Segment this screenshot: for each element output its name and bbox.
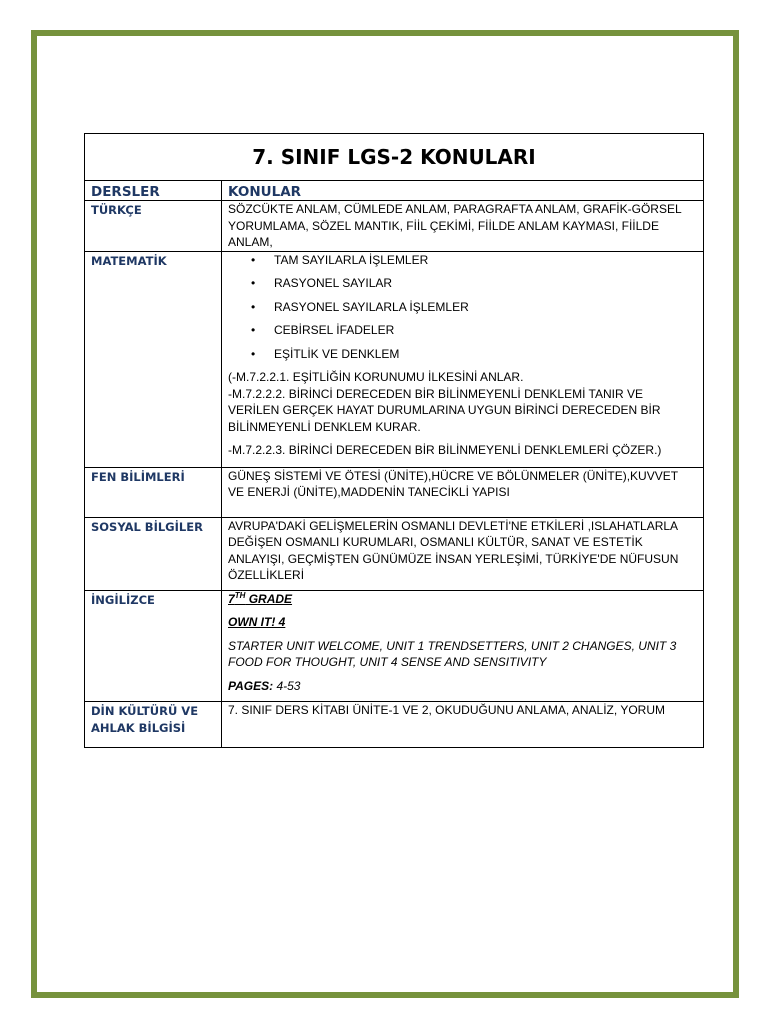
topics-ingilizce [222,590,704,701]
table-row [85,590,704,701]
grade-label: 7TH GRADE [228,590,293,606]
table-row [85,701,704,747]
header-subjects: DERSLER [85,181,222,201]
subject-fen: FEN BİLİMLERİ [85,467,222,517]
math-note-3: -M.7.2.2.3. BİRİNCİ DERECEDEN BİR BİLİNMEYENLİ DENKLEMLERİ ÇÖZER.) [228,443,662,458]
math-bullet-list [228,252,697,362]
list-item: • EŞİTLİK VE DENKLEM [274,346,697,362]
table-row [85,517,704,590]
page-title: 7. SINIF LGS-2 KONULARI [252,145,536,169]
math-note-2: -M.7.2.2.2. BİRİNCİ DERECEDEN BİR BİLİNMEYENLİ DENKLEMİ TANIR VE VERİLEN GERÇEK HAYAT DURUMLARINA UYGUN BİRİNCİ DERECEDEN BİR BİLİNMEYENLİ DENKLEM KURAR. [228,386,661,434]
list-item: • CEBİRSEL İFADELER [274,322,697,338]
pages-line: PAGES: 4-53 [228,678,301,693]
units-list: STARTER UNIT WELCOME, UNIT 1 TRENDSETTERS, UNIT 2 CHANGES, UNIT 3 FOOD FOR THOUGHT, UNIT 4 SENSE AND SENSITIVITY [228,638,677,669]
header-topics: KONULAR [222,181,704,201]
list-item: • RASYONEL SAYILAR [274,275,697,291]
book-title: OWN IT! 4 [228,615,286,629]
title-cell [85,134,704,181]
list-item: • RASYONEL SAYILARLA İŞLEMLER [274,299,697,315]
topics-matematik [222,251,704,467]
topics-sosyal: AVRUPA'DAKİ GELİŞMELERİN OSMANLI DEVLETİ'NE ETKİLERİ ,ISLAHATLARLA DEĞİŞEN OSMANLI KURUMLARI, OSMANLI KÜLTÜR, SANAT VE ESTETİK ANLAYIŞI, GEÇMİŞTEN GÜNÜMÜZE İNSAN YERLEŞİMİ, TÜRKİYE'DE NÜFUSUN ÖZELLİKLERİ [222,517,704,590]
subject-sosyal: SOSYAL BİLGİLER [85,517,222,590]
table-row [85,201,704,252]
table-row [85,467,704,517]
topics-din: 7. SINIF DERS KİTABI ÜNİTE-1 VE 2, OKUDUĞUNU ANLAMA, ANALİZ, YORUM [222,701,704,747]
list-item: • TAM SAYILARLA İŞLEMLER [274,252,697,268]
subject-ingilizce: İNGİLİZCE [85,590,222,701]
topics-fen: GÜNEŞ SİSTEMİ VE ÖTESİ (ÜNİTE),HÜCRE VE BÖLÜNMELER (ÜNİTE),KUVVET VE ENERJİ (ÜNİTE),MADDENİN TANECİKLİ YAPISI [222,467,704,517]
subject-din: DİN KÜLTÜRÜ VE AHLAK BİLGİSİ [85,701,222,747]
subject-matematik: MATEMATİK [85,251,222,467]
subject-turkce: TÜRKÇE [85,201,222,252]
table-row [85,251,704,467]
topics-turkce: SÖZCÜKTE ANLAM, CÜMLEDE ANLAM, PARAGRAFTA ANLAM, GRAFİK-GÖRSEL YORUMLAMA, SÖZEL MANTIK, FİİL ÇEKİMİ, FİİLDE ANLAM KAYMASI, FİİLDE ANLAM, [222,201,704,252]
header-row [85,181,704,201]
math-note-1: (-M.7.2.2.1. EŞİTLİĞİN KORUNUMU İLKESİNİ ANLAR. [228,370,524,385]
topics-table [84,133,704,748]
